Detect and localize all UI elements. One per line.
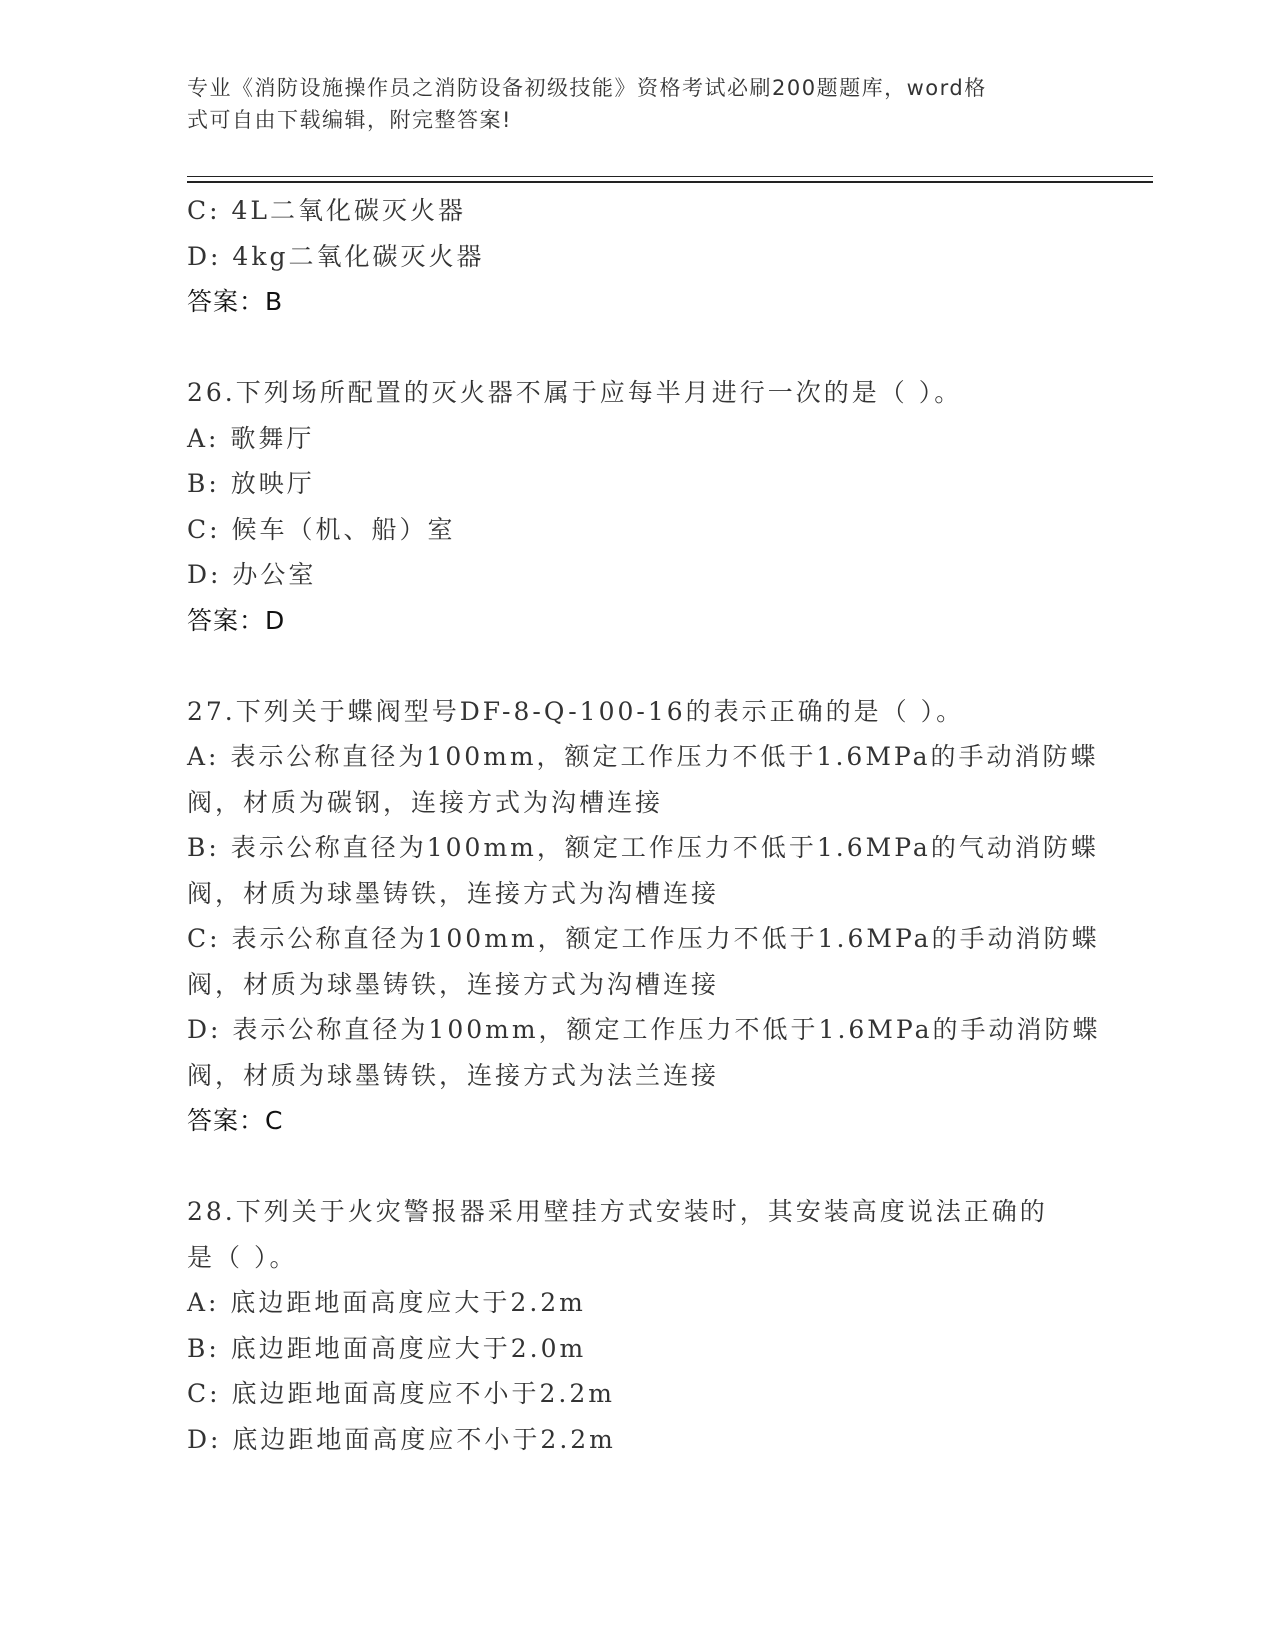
question-27: [187, 689, 1101, 1144]
question-text: 27.下列关于蝶阀型号DF-8-Q-100-16的表示正确的是（ ）。: [187, 696, 965, 726]
question-list: [187, 188, 1101, 1462]
header-title-line-1: 专业《消防设施操作员之消防设备初级技能》资格考试必刷200题题库，word格: [187, 76, 987, 100]
header-title-line-2: 式可自由下载编辑，附完整答案!: [187, 108, 512, 132]
header-divider-thin: [187, 176, 1153, 177]
header-divider-thick: [187, 181, 1153, 183]
option-c: C: 候车（机、船）室: [187, 514, 456, 544]
question-text-line-1: 28.下列关于火灾警报器采用壁挂方式安装时，其安装高度说法正确的: [187, 1197, 1048, 1226]
option-a-line-2: 阀，材质为碳钢，连接方式为沟槽连接: [187, 787, 664, 817]
question-25-tail: [187, 188, 1087, 325]
spacer: [187, 325, 1087, 371]
option-c-line-1: C: 表示公称直径为100mm，额定工作压力不低于1.6MPa的手动消防蝶: [187, 924, 1100, 953]
option-c: C: 底边距地面高度应不小于2.2m: [187, 1379, 615, 1408]
option-b: B: 底边距地面高度应大于2.0m: [187, 1333, 587, 1363]
spacer: [187, 1144, 1087, 1190]
option-d: D: 4kg二氧化碳灭火器: [187, 241, 485, 271]
spacer: [187, 643, 1087, 689]
option-d-line-1: D: 表示公称直径为100mm，额定工作压力不低于1.6MPa的手动消防蝶: [187, 1015, 1101, 1044]
question-26: [187, 370, 1087, 643]
question-text: 26.下列场所配置的灭火器不属于应每半月进行一次的是（ ）。: [187, 378, 963, 407]
option-a: A: 歌舞厅: [187, 423, 315, 453]
option-c-line-2: 阀，材质为球墨铸铁，连接方式为沟槽连接: [187, 969, 720, 999]
option-c: C: 4L二氧化碳灭火器: [187, 196, 467, 225]
option-a: A: 底边距地面高度应大于2.2m: [187, 1288, 586, 1317]
answer: 答案：C: [187, 1106, 284, 1135]
option-a-line-1: A: 表示公称直径为100mm，额定工作压力不低于1.6MPa的手动消防蝶: [187, 742, 1099, 771]
option-b: B: 放映厅: [187, 469, 315, 498]
question-28: [187, 1189, 1087, 1462]
option-d-line-2: 阀，材质为球墨铸铁，连接方式为法兰连接: [187, 1060, 720, 1090]
answer: 答案：D: [187, 605, 286, 635]
option-d: D: 底边距地面高度应不小于2.2m: [187, 1424, 616, 1454]
option-d: D: 办公室: [187, 560, 317, 589]
option-b-line-1: B: 表示公称直径为100mm，额定工作压力不低于1.6MPa的气动消防蝶: [187, 833, 1099, 862]
option-b-line-2: 阀，材质为球墨铸铁，连接方式为沟槽连接: [187, 878, 720, 908]
page-header: [187, 72, 1077, 136]
question-text-line-2: 是（ ）。: [187, 1242, 298, 1272]
answer: 答案：B: [187, 287, 284, 316]
